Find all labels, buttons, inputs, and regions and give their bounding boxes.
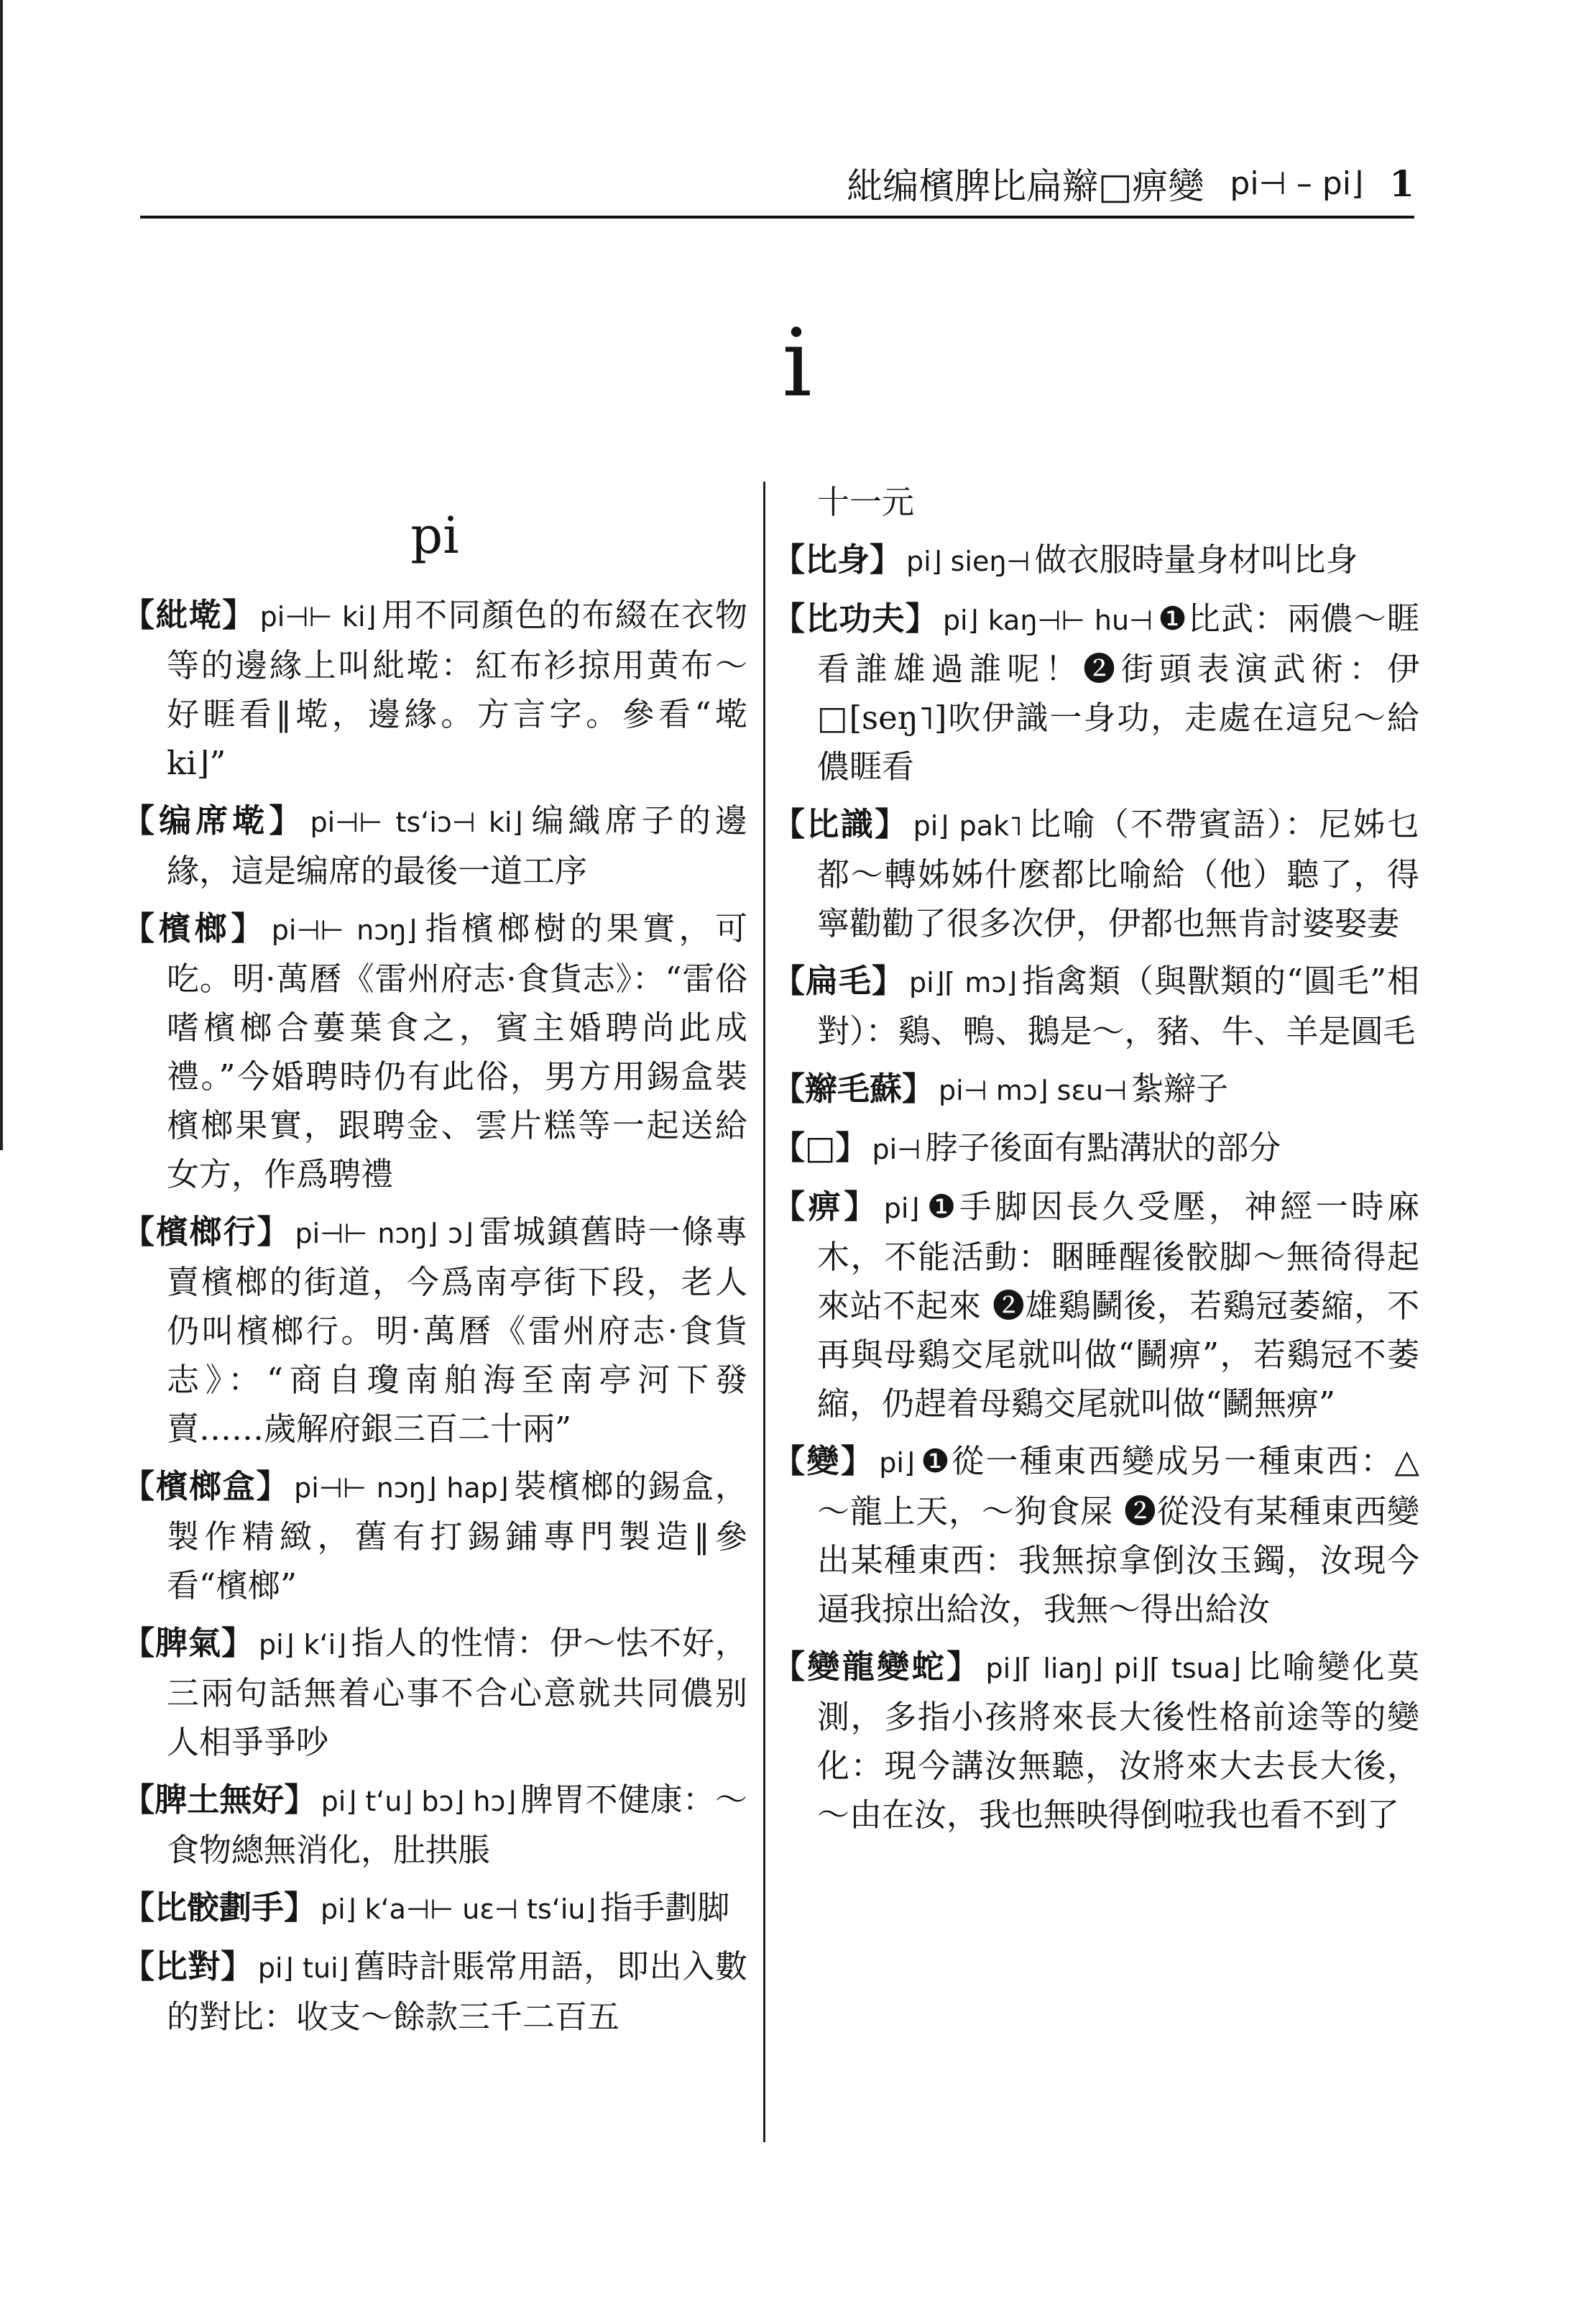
entry-phonetic: pi⊣ mɔ⌋ sɛu⊣ [939,1075,1128,1106]
entry-definition: 指禽類（與獸類的“圓毛”相對）：鷄、鴨、鵝是～，豬、牛、羊是圓毛 [817,962,1419,1050]
entry-definition: 做衣服時量身材叫比身 [1034,541,1358,579]
entry-definition: 比喻變化莫測，多指小孩將來長大後性格前途等的變化：現今講汝無聽，汝將來大去長大後，～由在汝，我也無映得倒啦我也看不到了 [817,1648,1419,1834]
dictionary-entry [122,1776,747,1875]
entry-phonetic: pi⌋ [883,1193,920,1224]
entry-phonetic: pi⌋ pak˥ [913,810,1023,842]
header-title: 紕编檳脾比扁辮□痹變 [847,165,1204,207]
dictionary-entry [122,1942,747,2041]
entry-headword: 【□】 [773,1129,868,1167]
dictionary-entry [122,1883,747,1934]
entry-headword: 【比對】 [122,1947,254,1985]
running-header [140,155,1414,212]
entry-phonetic: pi⌋ [879,1447,915,1479]
page-number: 1 [1389,162,1414,205]
entry-phonetic: pi⊣ [872,1134,921,1165]
entry-definition: 紮辮子 [1131,1070,1229,1108]
entry-headword: 【檳榔盒】 [122,1467,290,1505]
entry-phonetic: pi⊣⊢ ki⌋ [259,601,377,633]
left-entries [122,591,747,2041]
entry-definition: 指人的性情：伊～怯不好，三兩句話無着心事不合心意就共同儂别人相爭爭吵 [167,1624,747,1761]
left-column [122,474,747,2050]
section-letter: i [782,308,812,418]
entry-headword: 【比骹劃手】 [122,1888,317,1926]
entry-headword: 【紕墘】 [122,596,256,634]
dictionary-entry [122,1208,747,1453]
entry-phonetic: pi⌋⌈ liaŋ⌋ pi⌋⌈ tsua⌋ [985,1653,1241,1684]
entry-definition: 用不同顏色的布綴在衣物等的邊緣上叫紕墘：紅布衫掠用黄布～好睚看‖墘，邊緣。方言字。參看“墘 ki⌋” [167,596,747,782]
entry-headword: 【檳榔】 [122,909,267,947]
entry-definition: ❶從一種東西變成另一種東西：△～龍上天，～狗食屎 ❷從没有某種東西變出某種東西：我無掠拿倒汝玉鐲，汝現今逼我掠出給汝，我無～得出給汝 [817,1442,1419,1628]
dictionary-entry [122,904,747,1199]
entry-headword: 【脾氣】 [122,1624,254,1662]
entry-definition: 舊時計賬常用語，即出入數的對比：收支～餘款三千二百五 [167,1947,747,2036]
entry-definition: 裝檳榔的錫盒，製作精緻，舊有打錫鋪專門製造‖參看“檳榔” [167,1467,747,1604]
dictionary-entry [122,796,747,896]
entry-headword: 【扁毛】 [773,962,905,1000]
header-range: pi⊣ – pi⌋ [1230,165,1364,202]
header-rule [140,216,1414,219]
dictionary-entry [773,1124,1419,1174]
entry-phonetic: pi⊣⊢ nɔŋ⌋ hap⌋ [294,1472,509,1504]
entry-headword: 【變】 [773,1442,875,1480]
dictionary-entry [773,1643,1419,1840]
entry-definition: 脾胃不健康：～食物總無消化，肚拱脹 [167,1781,747,1869]
entry-phonetic: pi⌋ tui⌋ [257,1952,349,1984]
entry-headword: 【编席墘】 [122,802,306,840]
dictionary-entry [773,1065,1419,1115]
entry-headword: 【比識】 [773,805,909,843]
entry-definition: 编織席子的邊緣，這是编席的最後一道工序 [167,802,747,890]
dictionary-entry [122,591,747,788]
dictionary-entry [773,536,1419,586]
entry-definition: ❶手脚因長久受壓，神經一時麻木，不能活動：睏睡醒後骹脚～無徛得起來站不起來 ❷雄鷄鬭後，若鷄冠萎縮，不再與母鷄交尾就叫做“鬭痹”，若鷄冠不萎縮，仍趕着母鷄交尾就叫做“鬭無痹” [817,1188,1419,1423]
entry-phonetic: pi⌋ k‘a⊣⊢ uɛ⊣ ts‘iu⌋ [321,1893,596,1925]
right-column [773,478,1419,1848]
column-divider [763,482,765,2142]
entry-phonetic: pi⌋⌈ mɔ⌋ [908,967,1018,998]
entry-definition: ❶比武：兩儂～睚看誰雄過誰呢！❷街頭表演武術：伊□[seŋ˥]吹伊識一身功，走處在這兒～給儂睚看 [817,600,1419,786]
entry-definition: 指檳榔樹的果實，可吃。明·萬曆《雷州府志·食貨志》：“雷俗嗜檳榔合蔞葉食之，賓主婚聘尚此成禮。”今婚聘時仍有此俗，男方用錫盒裝檳榔果實，跟聘金、雲片糕等一起送給女方，作爲聘禮 [167,909,747,1193]
dictionary-entry [773,1182,1419,1428]
entry-headword: 【比身】 [773,541,903,579]
dictionary-entry [773,1437,1419,1634]
entry-definition: 雷城鎮舊時一條專賣檳榔的街道，今爲南亭街下段，老人仍叫檳榔行。明·萬曆《雷州府志·食貨志》：“商自瓊南舶海至南亭河下發賣……歲解府銀三百二十兩” [167,1213,747,1448]
dictionary-entry [122,1619,747,1767]
dictionary-entry [773,594,1419,791]
page-edge [0,0,3,1150]
dictionary-entry [122,1462,747,1610]
syllable-heading: pi [410,506,459,565]
entry-headword: 【檳榔行】 [122,1213,291,1251]
entry-phonetic: pi⊣⊢ ts‘iɔ⊣ ki⌋ [310,807,523,838]
dictionary-entry [773,957,1419,1056]
entry-phonetic: pi⌋ kaŋ⊣⊢ hu⊣ [942,605,1153,636]
entry-phonetic: pi⌋ t‘u⌋ bɔ⌋ hɔ⌋ [321,1786,517,1817]
dictionary-entry [773,800,1419,948]
entry-phonetic: pi⊣⊢ nɔŋ⌋ ɔ⌋ [295,1218,474,1249]
entry-phonetic: pi⌋ sieŋ⊣ [906,546,1031,577]
entry-headword: 【比功夫】 [773,600,939,638]
entry-headword: 【變龍變蛇】 [773,1648,982,1686]
entry-headword: 【痹】 [773,1188,880,1226]
right-entries [773,536,1419,1840]
entry-definition: 指手劃脚 [600,1888,730,1926]
entry-headword: 【脾土無好】 [122,1781,317,1819]
continuation-text: 十一元 [817,483,915,521]
entry-phonetic: pi⊣⊢ nɔŋ⌋ [271,914,418,946]
entry-definition: 脖子後面有點溝狀的部分 [925,1129,1281,1167]
entry-headword: 【辮毛蘇】 [773,1070,935,1108]
entry-phonetic: pi⌋ k‘i⌋ [258,1629,347,1661]
entry-definition: 比喻（不帶賓語）：尼姊乜都～轉姊姊什麽都比喻給（他）聽了，得寧勸勸了很多次伊，伊都也無肯討婆娶妻 [817,805,1419,942]
